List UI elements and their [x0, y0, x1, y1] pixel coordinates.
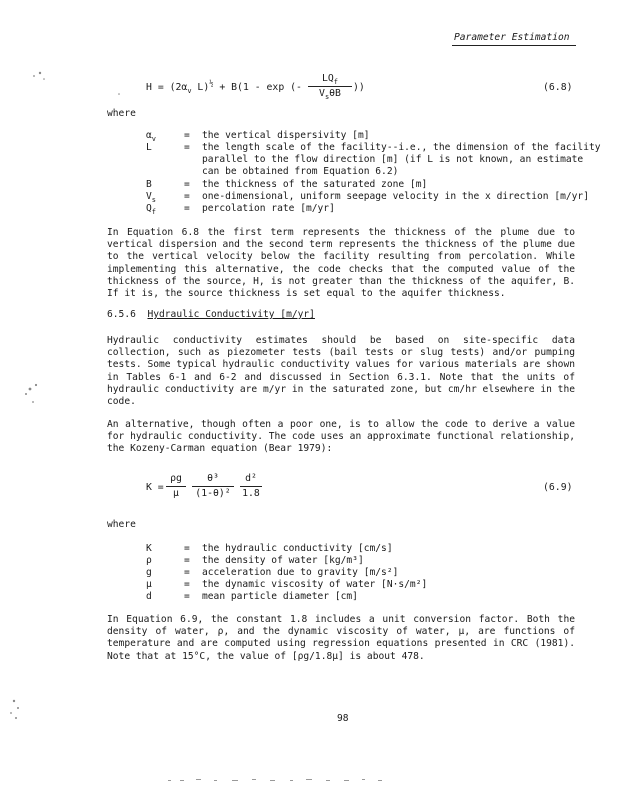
definition-Qf: $Q_f$ = percolation rate [m/yr]	[146, 203, 335, 216]
equation-6-8: $H = (2\alpha_v$ L)$^{\frac{1}{2}}$ + B(1 - exp (-	[146, 79, 302, 95]
speck	[35, 384, 37, 386]
speck	[17, 707, 19, 709]
speck	[306, 779, 312, 780]
page-number: 98	[337, 713, 349, 724]
speck	[13, 700, 15, 702]
speck	[25, 393, 27, 395]
definition-alpha-v: $\alpha_v$ = the vertical dispersivity [m]	[146, 130, 370, 143]
definition-mu: μ = the dynamic viscosity of water [N·s/m²]	[146, 579, 428, 590]
speck	[15, 717, 17, 719]
definition-K: K = the hydraulic conductivity [cm/s]	[146, 543, 393, 554]
paragraph-plume-thickness: In Equation 6.8 the first term represents the thickness of the plume due to vertical dispersion and the second term represents the thickness of the plume due to the vertical velocity below the facility resulting from percolation. While implementing this alternative, the code checks that the computed value of the thickness of the source, H, is not greater than the thickness of the aquifer, B. If it is, the source thickness is set equal to the aquifer thickness.	[107, 227, 575, 300]
speck	[180, 780, 184, 781]
speck	[168, 780, 171, 781]
definition-L: L = the length scale of the facility--i.e., the dimension of the facility parallel to the flow direction [m] (if L is not known, an estimate can be obtained from Equation 6.2)	[146, 142, 601, 178]
eq-term1: = (2α	[157, 82, 188, 93]
section-title: Hydraulic Conductivity [m/yr]	[147, 309, 315, 320]
eq69-lhs: K =	[146, 482, 164, 493]
where-label-2: where	[107, 519, 136, 530]
definition-rho: ρ = the density of water [kg/m³]	[146, 555, 364, 566]
speck	[290, 780, 293, 781]
paragraph-conductivity-estimates: Hydraulic conductivity estimates should be based on site-specific data collection, such as piezometer tests (bail tests or slug tests) and/or pumping tests. Some typical hydraulic conductivity values for various materials are shown in Tables 6-1 and 6-2 and discussed in Section 6.3.1. Note that the units of hydraulic conductivity are m/yr in the saturated zone, but cm/hr elsewhere in the code.	[107, 335, 575, 408]
section-number: 6.5.6	[107, 309, 136, 320]
where-label: where	[107, 108, 136, 119]
paragraph-unit-conversion: In Equation 6.9, the constant 1.8 includes a unit conversion factor. Both the density of water, ρ, and the dynamic viscosity of water, μ, are functions of temperature and are computed using regression equations presented in CRC (1981). Note that at 15°C, the value of [ρg/1.8μ] is about 478.	[107, 614, 575, 662]
equation-number-6-9: (6.9)	[543, 482, 573, 493]
speck	[43, 78, 45, 80]
speck	[362, 779, 365, 780]
speck	[33, 75, 35, 77]
eq69-fraction-theta: θ³ (1-θ)²	[192, 473, 234, 500]
speck	[29, 388, 32, 391]
speck	[270, 780, 275, 781]
speck	[10, 712, 12, 714]
definition-g: g = acceleration due to gravity [m/s²]	[146, 567, 399, 578]
speck	[118, 93, 120, 95]
paragraph-kozeny-carman: An alternative, though often a poor one, is to allow the code to derive a value for hydraulic conductivity. The code uses an approximate functional relationship, the Kozeny-Carman equation (Bear 1979):	[107, 419, 575, 455]
speck	[232, 780, 238, 781]
speck	[196, 779, 201, 780]
eq69-fraction-rho-g: ρg μ	[166, 473, 186, 500]
eq-lhs: H	[146, 82, 152, 93]
eq-term2: + B(1 - exp (-	[213, 82, 302, 93]
speck	[214, 780, 217, 781]
speck	[252, 779, 256, 780]
speck	[39, 72, 41, 74]
eq68-fraction: $LQ_f$ $V_s\theta B$	[308, 73, 352, 100]
speck	[32, 401, 34, 403]
eq69-fraction-d: d² 1.8	[240, 473, 262, 500]
speck	[378, 780, 382, 781]
definition-d: d = mean particle diameter [cm]	[146, 591, 358, 602]
speck	[344, 780, 349, 781]
definition-B: B = the thickness of the saturated zone [m]	[146, 179, 428, 190]
speck	[326, 780, 330, 781]
definition-Vs: $V_s$ = one-dimensional, uniform seepage velocity in the x direction [m/yr]	[146, 191, 589, 204]
eq68-close: ))	[353, 82, 365, 93]
equation-number-6-8: (6.8)	[543, 82, 573, 93]
running-header: Parameter Estimation	[454, 32, 570, 43]
